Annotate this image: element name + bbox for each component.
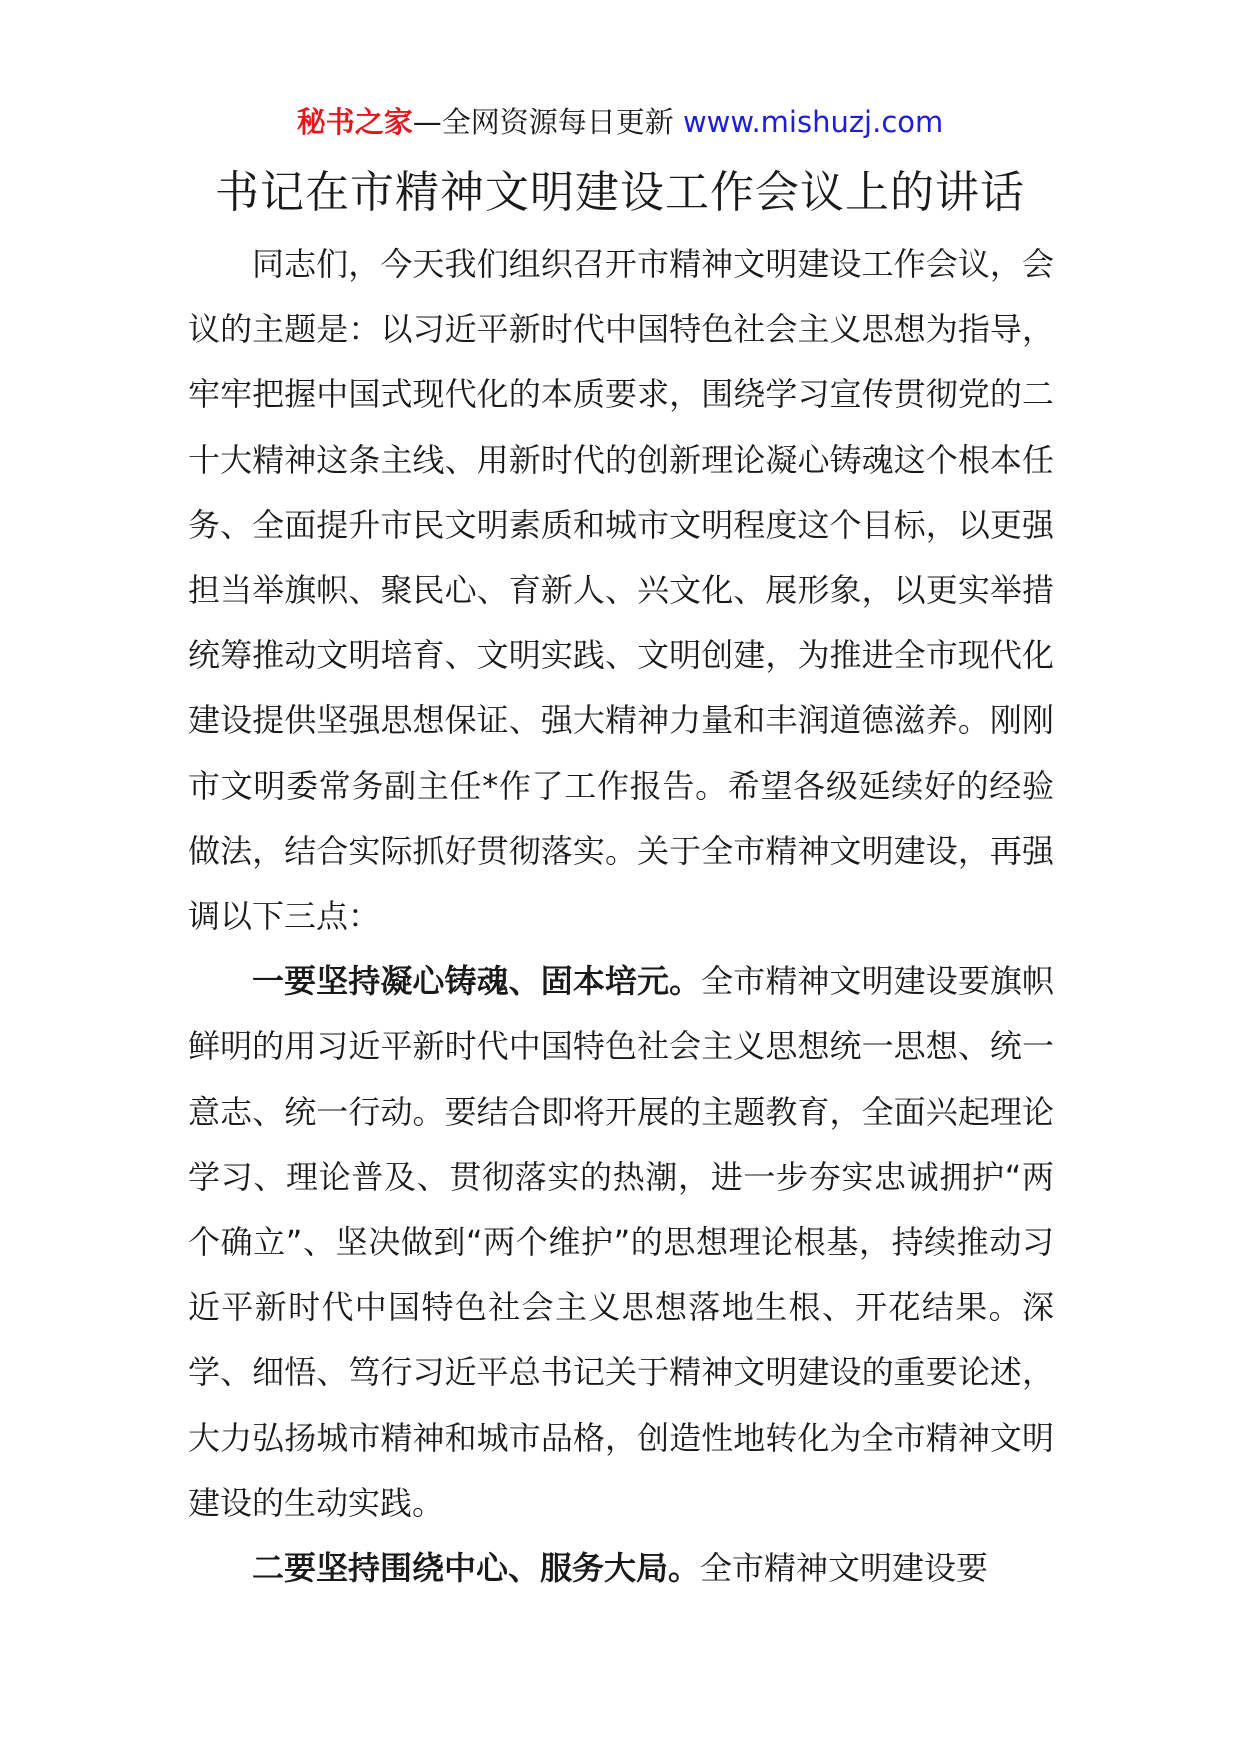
paragraph-point-two bbox=[188, 1536, 1054, 1601]
document-title: 书记在市精神文明建设工作会议上的讲话 bbox=[215, 167, 1025, 218]
paragraph-intro bbox=[188, 232, 1054, 949]
paragraph-text: 全市精神文明建设要 bbox=[700, 1549, 989, 1588]
paragraph-text: 同志们，今天我们组织召开市精神文明建设工作会议，会议的主题是：以习近平新时代中国特色社会主义思想为指导，牢牢把握中国式现代化的本质要求，围绕学习宣传贯彻党的二十大精神这条主线、用新时代的创新理论凝心铸魂这个根本任务、全面提升市民文明素质和城市文明程度这个目标，以更强担当举旗帜、聚民心、育新人、兴文化、展形象，以更实举措统筹推动文明培育、文明实践、文明创建，为推进全市现代化建设提供坚强思想保证、强大精神力量和丰润道德滋养。刚刚市文明委常务副主任*作了工作报告。希望各级延续好的经验做法，结合实际抓好贯彻落实。关于全市精神文明建设，再强调以下三点： bbox=[188, 245, 1054, 936]
document-body bbox=[188, 232, 1054, 1601]
paragraph-lead: 一要坚持凝心铸魂、固本培元。 bbox=[252, 962, 702, 1001]
paragraph-point-one bbox=[188, 949, 1054, 1536]
paragraph-lead: 二要坚持围绕中心、服务大局。 bbox=[252, 1549, 701, 1588]
site-url-link[interactable]: www.mishuzj.com bbox=[682, 105, 944, 139]
brand-name: 秘书之家 bbox=[296, 105, 413, 139]
header-tagline: —全网资源每日更新 bbox=[412, 105, 674, 139]
paragraph-text: 全市精神文明建设要旗帜鲜明的用习近平新时代中国特色社会主义思想统一思想、统一意志、统一行动。要结合即将开展的主题教育，全面兴起理论学习、理论普及、贯彻落实的热潮，进一步夯实忠诚拥护“两个确立”、坚决做到“两个维护”的思想理论根基，持续推动习近平新时代中国特色社会主义思想落地生根、开花结果。深学、细悟、笃行习近平总书记关于精神文明建设的重要论述，大力弘扬城市精神和城市品格，创造性地转化为全市精神文明建设的生动实践。 bbox=[188, 962, 1054, 1522]
site-header bbox=[0, 100, 1240, 144]
